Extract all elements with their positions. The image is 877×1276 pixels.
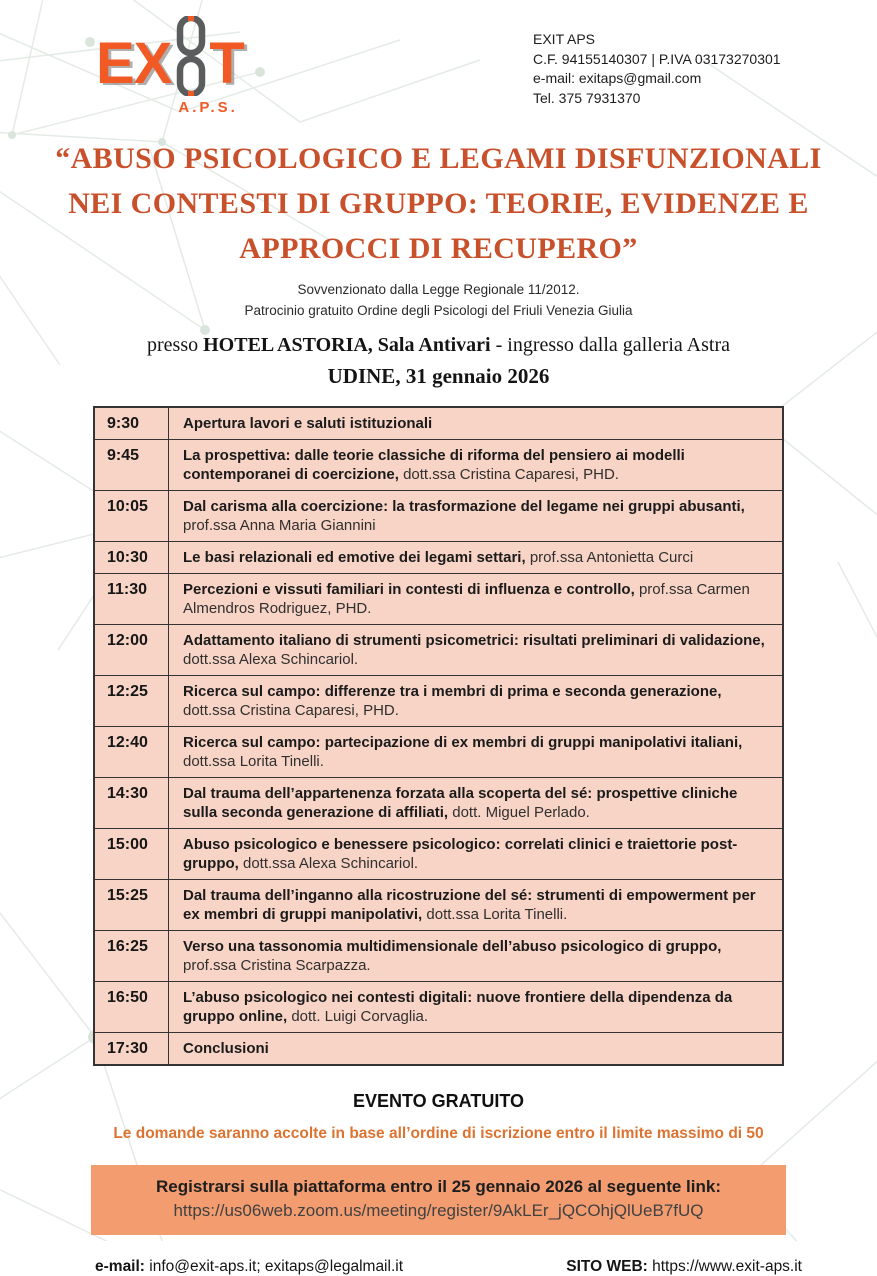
sponsor-line1: Sovvenzionato dalla Legge Regionale 11/2012. [297, 282, 580, 297]
schedule-title: Conclusioni [183, 1040, 269, 1057]
venue-line [0, 332, 877, 359]
table-row [95, 828, 782, 879]
contact-phone: Tel. 375 7931370 [533, 89, 641, 106]
schedule-speaker: prof.ssa Antonietta Curci [529, 549, 694, 566]
schedule-title: Ricerca sul campo: partecipazione di ex membri di gruppi manipolativi italiani, [183, 734, 743, 751]
schedule-time: 17:30 [95, 1033, 169, 1064]
table-row [95, 439, 782, 490]
schedule-speaker: dott.ssa Lorita Tinelli. [426, 906, 568, 923]
schedule-speaker: dott.ssa Lorita Tinelli. [183, 753, 324, 770]
schedule-speaker: dott. Luigi Corvaglia. [291, 1008, 429, 1025]
schedule-title: Le basi relazionali ed emotive dei legami settari, [183, 549, 526, 566]
schedule-speaker: prof.ssa Anna Maria Giannini [183, 517, 376, 534]
header [0, 0, 877, 122]
schedule-time: 10:30 [95, 542, 169, 573]
footer-website [566, 1258, 802, 1276]
schedule-speaker: dott.ssa Cristina Caparesi, PHD. [183, 702, 399, 719]
event-title-line3: APPROCCI DI RECUPERO” [239, 232, 638, 265]
logo-text-ex: EX [96, 30, 172, 96]
schedule-time: 12:25 [95, 676, 169, 726]
venue-prefix: presso [147, 334, 204, 356]
table-row [95, 541, 782, 573]
venue-name: HOTEL ASTORIA, Sala Antivari [203, 334, 491, 356]
schedule-title: Verso una tassonomia multidimensionale dell’abuso psicologico di gruppo, [183, 938, 722, 955]
table-row [95, 624, 782, 675]
table-row [95, 1032, 782, 1064]
logo-text-t: T [209, 30, 244, 96]
logo-aps-label: A.P.S. [178, 99, 238, 116]
contact-fiscal: C.F. 94155140307 | P.IVA 03173270301 [533, 50, 781, 67]
sponsor-block [0, 280, 877, 321]
registration-limit-note: Le domande saranno accolte in base all’ordine di iscrizione entro il limite massimo di 50 [113, 1125, 764, 1142]
schedule-time: 16:25 [95, 931, 169, 981]
contact-org: EXIT APS [533, 31, 595, 47]
schedule-speaker: prof.ssa Carmen Almendros Rodriguez, PHD. [183, 581, 750, 617]
footer-email-addresses[interactable]: info@exit-aps.it; exitaps@legalmail.it [149, 1258, 404, 1275]
schedule-title: Apertura lavori e saluti istituzionali [183, 415, 433, 432]
broken-chain-icon [174, 16, 208, 101]
venue-date: UDINE, 31 gennaio 2026 [327, 364, 550, 388]
schedule-title: Dal trauma dell’inganno alla ricostruzione del sé: strumenti di empowerment per ex membri di gruppi manipolativi, [183, 887, 756, 923]
table-row [95, 879, 782, 930]
venue-suffix: - ingresso dalla galleria Astra [490, 334, 730, 356]
schedule-time: 9:45 [95, 440, 169, 490]
schedule-title: Dal trauma dell’appartenenza forzata alla scoperta del sé: prospettive cliniche sulla seconda generazione di affiliati, [183, 785, 738, 821]
table-row [95, 726, 782, 777]
table-row [95, 930, 782, 981]
schedule-speaker: dott. Miguel Perlado. [452, 804, 590, 821]
schedule-time: 15:25 [95, 880, 169, 930]
exit-logo [96, 26, 244, 116]
schedule-title: L’abuso psicologico nei contesti digitali: nuove frontiere della dipendenza da gruppo online, [183, 989, 733, 1025]
schedule-speaker: dott.ssa Alexa Schincariol. [183, 651, 359, 668]
registration-instruction: Registrarsi sulla piattaforma entro il 25 gennaio 2026 al seguente link: [156, 1177, 721, 1196]
table-row [95, 408, 782, 439]
schedule-speaker: prof.ssa Cristina Scarpazza. [183, 957, 371, 974]
schedule-time: 9:30 [95, 408, 169, 439]
schedule-time: 11:30 [95, 574, 169, 624]
sponsor-line2: Patrocinio gratuito Ordine degli Psicologi del Friuli Venezia Giulia [244, 302, 633, 318]
footer [95, 1258, 802, 1276]
table-row [95, 981, 782, 1032]
schedule-time: 15:00 [95, 829, 169, 879]
table-row [95, 490, 782, 541]
schedule-speaker: dott.ssa Cristina Caparesi, PHD. [403, 466, 619, 483]
schedule-table [93, 406, 784, 1066]
registration-box [91, 1165, 786, 1235]
table-row [95, 573, 782, 624]
schedule-title: Dal carisma alla coercizione: la trasformazione del legame nei gruppi abusanti, [183, 498, 745, 515]
table-row [95, 675, 782, 726]
schedule-time: 10:05 [95, 491, 169, 541]
schedule-title: Abuso psicologico e benessere psicologico: correlati clinici e traiettorie post-gruppo, [183, 836, 738, 872]
schedule-time: 12:00 [95, 625, 169, 675]
schedule-speaker: dott.ssa Alexa Schincariol. [243, 855, 419, 872]
footer-web-url[interactable]: https://www.exit-aps.it [652, 1258, 802, 1275]
event-title-line1: “ABUSO PSICOLOGICO E LEGAMI DISFUNZIONALI [55, 142, 822, 175]
schedule-title: Ricerca sul campo: differenze tra i membri di prima e seconda generazione, [183, 683, 722, 700]
schedule-title: La prospettiva: dalle teorie classiche di riforma del pensiero ai modelli contemporanei di coercizione, [183, 447, 685, 483]
schedule-time: 12:40 [95, 727, 169, 777]
contact-block [533, 30, 781, 108]
schedule-title: Percezioni e vissuti familiari in contesti di influenza e controllo, [183, 581, 635, 598]
event-title-line2: NEI CONTESTI DI GRUPPO: TEORIE, EVIDENZE E [68, 187, 809, 220]
event-title [0, 136, 877, 271]
contact-email: e-mail: exitaps@gmail.com [533, 70, 702, 86]
schedule-time: 14:30 [95, 778, 169, 828]
footer-web-label: SITO WEB: [566, 1258, 653, 1275]
schedule-time: 16:50 [95, 982, 169, 1032]
free-event-heading: EVENTO GRATUITO [352, 1091, 525, 1111]
footer-email-label: e-mail: [95, 1258, 150, 1275]
schedule-title: Adattamento italiano di strumenti psicometrici: risultati preliminari di validazione, [183, 632, 765, 649]
footer-email [95, 1258, 403, 1276]
registration-link[interactable]: https://us06web.zoom.us/meeting/register/9AkLEr_jQCOhjQlUeB7fUQ [173, 1201, 704, 1220]
table-row [95, 777, 782, 828]
